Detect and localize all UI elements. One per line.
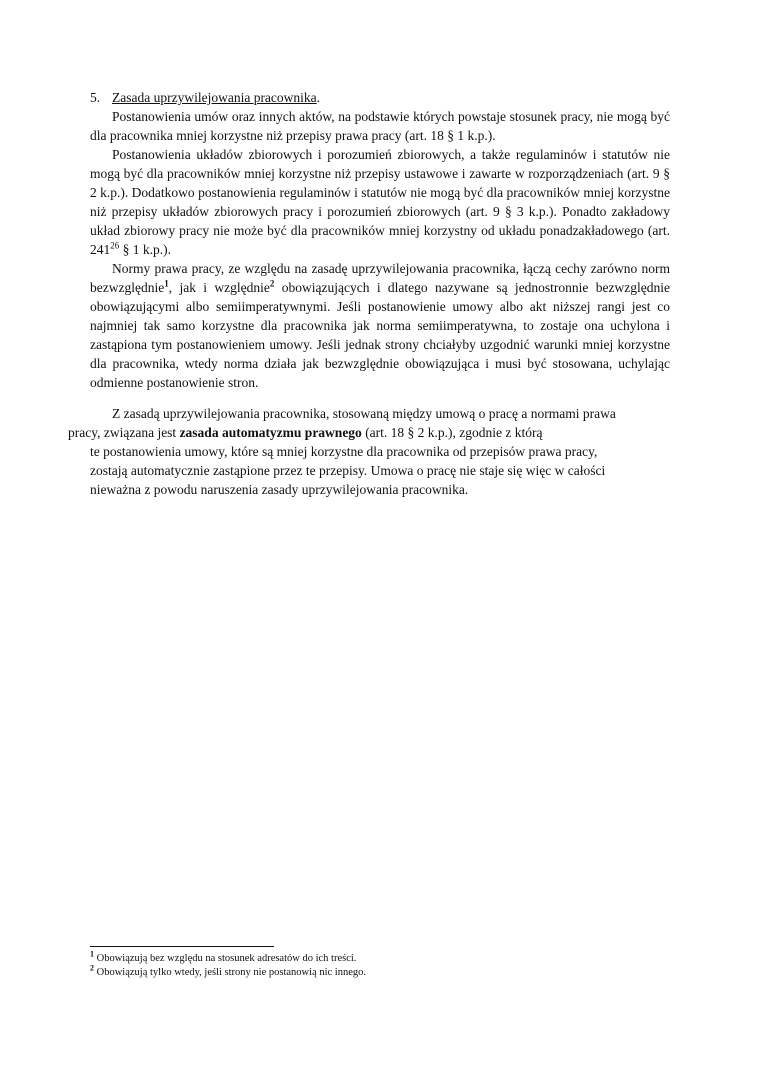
footnote-1 bbox=[90, 949, 670, 966]
paragraph-gap bbox=[90, 392, 670, 404]
footnote-ref-1[interactable]: 1 bbox=[164, 278, 169, 289]
paragraph-3 bbox=[90, 259, 670, 392]
paragraph-4-line-2a: pracy, związana jest bbox=[68, 425, 180, 440]
footnote-ref-2[interactable]: 2 bbox=[269, 278, 275, 289]
footnote-2-mark: 2 bbox=[90, 963, 94, 973]
section-heading bbox=[90, 88, 670, 107]
paragraph-1: Postanowienia umów oraz innych aktów, na podstawie których powstaje stosunek pracy, nie mogą być dla pracownika mniej korzystne niż przepisy prawa pracy (art. 18 § 1 k.p.). bbox=[90, 109, 670, 143]
footnote-2-text: Obowiązują tylko wtedy, jeśli strony nie postanowią nic innego. bbox=[94, 967, 366, 978]
footnote-1-mark: 1 bbox=[90, 949, 94, 959]
footnote-separator bbox=[90, 946, 274, 947]
heading-number: 5. bbox=[90, 90, 101, 105]
paragraph-4 bbox=[68, 404, 670, 499]
paragraph-2-end: § 1 k.p.). bbox=[119, 242, 171, 257]
article-superscript: 26 bbox=[110, 240, 120, 251]
paragraph-4-line-1: Z zasadą uprzywilejowania pracownika, stosowaną między umową o pracę a normami prawa bbox=[112, 406, 616, 421]
paragraph-4-line-5: nieważna z powodu naruszenia zasady uprzywilejowania pracownika. bbox=[90, 482, 469, 497]
footnotes bbox=[90, 946, 670, 980]
paragraph-4-line-2b: (art. 18 § 2 k.p.), zgodnie z którą bbox=[361, 425, 543, 440]
footnote-1-text: Obowiązują bez względu na stosunek adresatów do ich treści. bbox=[94, 953, 357, 964]
paragraph-2-text: Postanowienia układów zbiorowych i porozumień zbiorowych, a także regulaminów i statutów nie mogą być dla pracowników mniej korzystne niż przepisy ustawowe i zawarte w rozporządzeniach (art. 9 § 2 k.p.). Dodatkowo postanowienia regulaminów i statutów nie mogą być dla pracowników mniej korzystne niż przepisy układów zbiorowych pracy i porozumień zbiorowych (art. 9 § 3 k.p.). Ponadto zakładowy układ zbiorowy pracy nie może być dla pracowników mniej korzystny od układu ponadzakładowego (art. 241 bbox=[90, 147, 670, 257]
bold-term: zasada automatyzmu prawnego bbox=[179, 425, 362, 440]
paragraph-4-line-4: zostają automatycznie zastąpione przez te przepisy. Umowa o pracę nie staje się więc w całości bbox=[90, 463, 606, 478]
footnote-2 bbox=[90, 963, 670, 980]
paragraph-3-part-1: Normy prawa pracy, ze względu na zasadę uprzywilejowania pracownika, łączą cechy zarówno norm bezwzględnie bbox=[90, 261, 670, 295]
heading-period: . bbox=[316, 90, 321, 105]
heading-title: Zasada uprzywilejowania pracownika bbox=[112, 90, 317, 105]
paragraph-2 bbox=[90, 145, 670, 259]
paragraph-4-line-3: te postanowienia umowy, które są mniej korzystne dla pracownika od przepisów prawa pracy, bbox=[90, 444, 598, 459]
paragraph-3-part-3: obowiązujących i dlatego nazywane są jednostronnie bezwzględnie obowiązującymi albo semiimperatywnymi. Jeśli postanowienie umowy albo akt niższej rangi jest co najmniej tak samo korzystne dla pracownika jak norma semiimperatywna, to zostaje ona uchylona i zastąpiona tym postanowieniem umowy. Jeśli jednak strony chciałyby uzgodnić warunki mniej korzystne dla pracownika, wtedy norma działa jak bezwzględnie obowiązująca i musi być stosowana, uchylając odmienne postanowienie stron. bbox=[90, 280, 670, 390]
main-text bbox=[68, 88, 670, 499]
paragraph-3-part-2: , jak i względnie bbox=[168, 280, 270, 295]
